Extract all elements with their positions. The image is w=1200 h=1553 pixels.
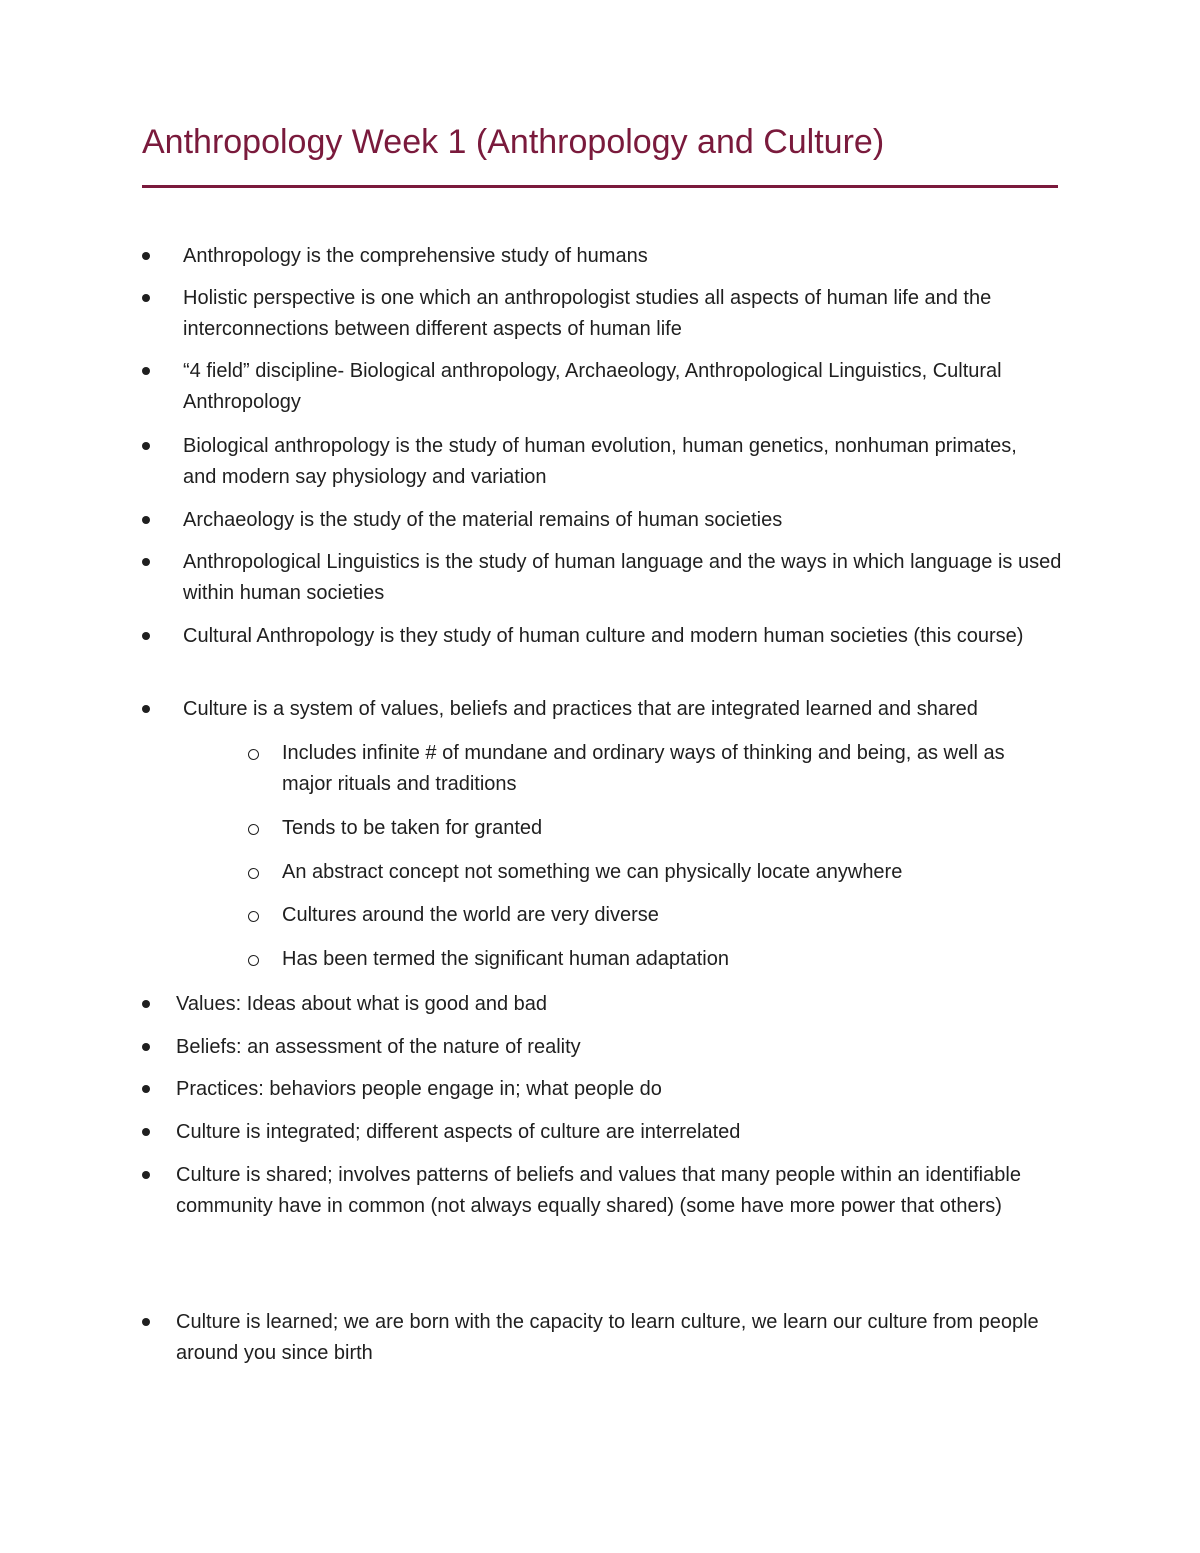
list-item: Values: Ideas about what is good and bad: [176, 993, 548, 1015]
sub-bullet-icon: [248, 749, 259, 760]
bullet-icon: [142, 367, 150, 375]
sub-bullet-icon: [248, 824, 259, 835]
list-item: Cultural Anthropology is they study of human culture and modern human societies (this course): [183, 625, 1024, 647]
bullet-icon: [142, 1043, 150, 1051]
list-item: Culture is integrated; different aspects of culture are interrelated: [176, 1121, 741, 1143]
list-item: Culture is a system of values, beliefs and practices that are integrated learned and shared: [183, 698, 978, 720]
sub-list-item: Cultures around the world are very diverse: [282, 904, 659, 926]
list-item: Beliefs: an assessment of the nature of reality: [176, 1036, 581, 1058]
bullet-icon: [142, 294, 150, 302]
sub-bullet-icon: [248, 911, 259, 922]
sub-bullet-icon: [248, 955, 259, 966]
bullet-icon: [142, 252, 150, 260]
sub-list-item: Includes infinite # of mundane and ordinary ways of thinking and being, as well as major rituals and traditions: [282, 742, 1005, 795]
sub-list-item: Tends to be taken for granted: [282, 817, 543, 839]
bullet-icon: [142, 516, 150, 524]
list-item: Culture is learned; we are born with the capacity to learn culture, we learn our culture from people around you since birth: [176, 1311, 1039, 1364]
bullet-icon: [142, 705, 150, 713]
bullet-icon: [142, 1085, 150, 1093]
bullet-icon: [142, 632, 150, 640]
list-item: Practices: behaviors people engage in; what people do: [176, 1078, 662, 1100]
page-title: Anthropology Week 1 (Anthropology and Culture): [142, 123, 885, 161]
bullet-icon: [142, 1318, 150, 1326]
list-item: “4 field” discipline- Biological anthropology, Archaeology, Anthropological Linguistics, Cultural Anthropology: [183, 360, 1002, 413]
list-item: Biological anthropology is the study of human evolution, human genetics, nonhuman primates, and modern say physiology and variation: [183, 435, 1017, 488]
sub-list-item: An abstract concept not something we can physically locate anywhere: [282, 861, 903, 883]
sub-bullet-icon: [248, 868, 259, 879]
list-item: Archaeology is the study of the material remains of human societies: [183, 509, 783, 531]
list-item: Culture is shared; involves patterns of beliefs and values that many people within an identifiable community have in common (not always equally shared) (some have more power that others): [176, 1164, 1021, 1217]
bullet-icon: [142, 442, 150, 450]
title-underline: [142, 185, 1058, 188]
bullet-icon: [142, 1000, 150, 1008]
bullet-icon: [142, 558, 150, 566]
bullet-icon: [142, 1171, 150, 1179]
list-item: Holistic perspective is one which an anthropologist studies all aspects of human life and the interconnections between different aspects of human life: [183, 287, 992, 340]
list-item: Anthropology is the comprehensive study of humans: [183, 245, 648, 267]
list-item: Anthropological Linguistics is the study of human language and the ways in which language is used within human societies: [183, 551, 1062, 604]
sub-list-item: Has been termed the significant human adaptation: [282, 948, 729, 970]
bullet-icon: [142, 1128, 150, 1136]
